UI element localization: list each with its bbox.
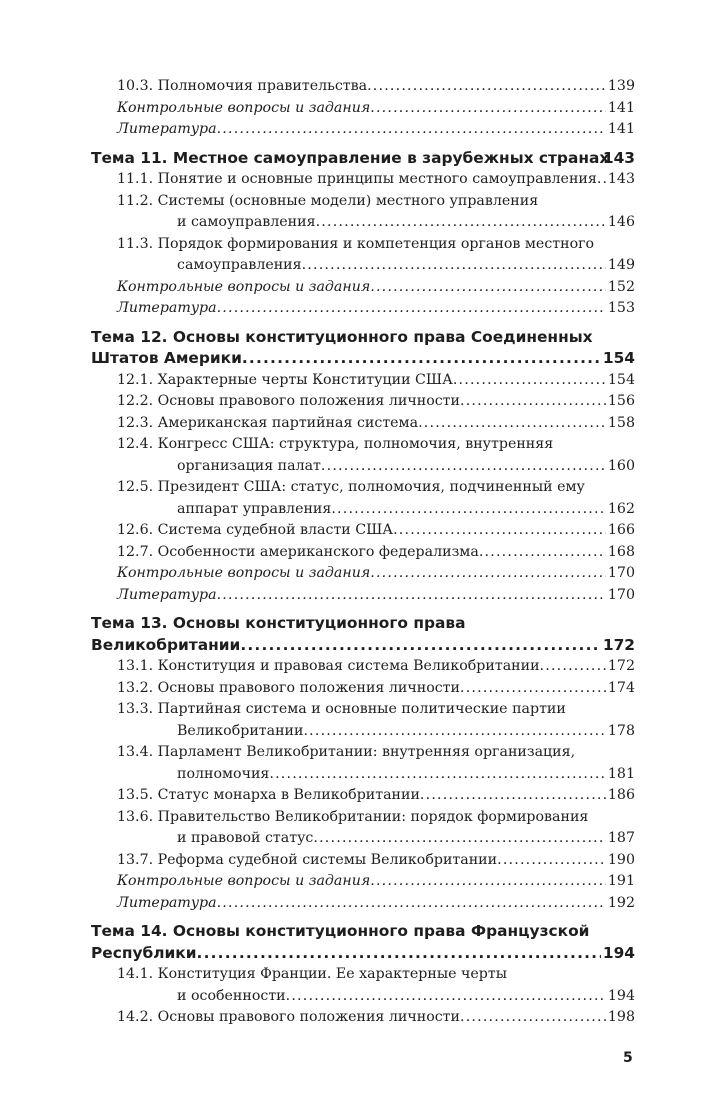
toc-entry-label-continued: Великобритании xyxy=(177,722,304,739)
toc-entry-label: 12.6. Система судебной власти США xyxy=(117,522,394,538)
toc-entry-label: 13.4. Парламент Великобритании: внутренняя организация, xyxy=(117,744,576,760)
toc-leader-dots xyxy=(316,212,606,234)
toc-entry-label: 12.5. Президент США: статус, полномочия, подчиненный ему xyxy=(117,479,585,495)
toc-topic-label: Тема 14. Основы конституционного права Французской xyxy=(91,922,590,940)
toc-entry xyxy=(91,871,635,893)
toc-leader-dots xyxy=(370,563,606,585)
toc-entry-label: 12.2. Основы правового положения личности xyxy=(117,393,460,409)
toc-page-number: 191 xyxy=(607,873,635,889)
toc-page-number: 198 xyxy=(607,1009,635,1025)
toc-entry xyxy=(91,542,635,564)
toc-topic-label: Тема 11. Местное самоуправление в зарубежных странах xyxy=(91,148,610,167)
toc-entry-label: Контрольные вопросы и задания xyxy=(117,99,371,116)
toc-entry xyxy=(91,678,635,700)
toc-leader-dots xyxy=(240,635,601,657)
toc-entry xyxy=(91,785,635,807)
toc-entry xyxy=(91,234,635,277)
toc-topic-heading xyxy=(91,921,635,964)
toc-page-number: 172 xyxy=(607,658,635,674)
toc-page-number: 139 xyxy=(607,78,635,94)
toc-leader-dots xyxy=(302,255,606,277)
toc-entry-label-continued: полномочия xyxy=(177,765,270,782)
toc-entry-label: Литература xyxy=(117,300,217,316)
toc-entry-label: Контрольные вопросы и задания xyxy=(117,565,371,581)
toc-entry-label: 12.4. Конгресс США: структура, полномочия, внутренняя xyxy=(117,436,554,452)
toc-page-number: 172 xyxy=(602,635,635,654)
toc-leader-dots xyxy=(217,119,606,141)
toc-page-number: 154 xyxy=(607,371,635,388)
toc-page-number: 192 xyxy=(607,894,635,911)
toc-entry-label-continued: самоуправления xyxy=(177,257,302,273)
page-number: 5 xyxy=(623,1050,633,1066)
toc-leader-dots xyxy=(393,520,606,542)
toc-entry-label-continued: аппарат управления xyxy=(177,500,332,517)
toc-page-number: 160 xyxy=(607,457,635,474)
toc-leader-dots xyxy=(418,413,606,435)
toc-entry-label: 13.7. Реформа судебной системы Великобритании xyxy=(117,851,498,868)
toc-page-number: 194 xyxy=(607,987,635,1004)
toc-entry xyxy=(91,76,635,98)
toc-entry-label: 14.2. Основы правового положения личности xyxy=(117,1009,460,1025)
toc-leader-dots xyxy=(453,370,606,392)
toc-entry-label: 13.5. Статус монарха в Великобритании xyxy=(117,787,420,803)
toc-page-number: 143 xyxy=(607,171,635,187)
toc-leader-dots xyxy=(269,764,606,786)
toc-entry xyxy=(91,563,635,585)
toc-leader-dots xyxy=(420,785,606,807)
toc-leader-dots xyxy=(460,391,606,413)
toc-entry-label: Литература xyxy=(117,121,217,137)
toc-entry-label: 13.1. Конституция и правовая система Великобритании xyxy=(117,658,540,674)
toc-page-number: 141 xyxy=(607,99,635,116)
toc-leader-dots xyxy=(460,678,606,700)
toc-leader-dots xyxy=(597,169,606,191)
toc-entry xyxy=(91,807,635,850)
toc-entry xyxy=(91,413,635,435)
toc-entry-label: 11.3. Порядок формирования и компетенция органов местного xyxy=(117,235,595,252)
toc-page-number: 146 xyxy=(607,214,635,230)
toc-leader-dots xyxy=(217,585,606,607)
toc-topic-heading xyxy=(91,148,635,170)
toc-leader-dots xyxy=(370,98,606,120)
toc-entry xyxy=(91,434,635,477)
toc-topic-label: Тема 13. Основы конституционного права xyxy=(91,614,466,632)
toc-topic-label-continued: Штатов Америки xyxy=(91,349,242,367)
toc-page-number: 141 xyxy=(607,121,635,137)
toc-entry xyxy=(91,370,635,392)
toc-entry xyxy=(91,391,635,413)
toc-entry xyxy=(91,98,635,120)
toc-entry-label: Литература xyxy=(117,586,217,603)
toc-topic-heading xyxy=(91,613,635,656)
toc-entry-label: 11.1. Понятие и основные принципы местного самоуправления xyxy=(117,171,597,187)
toc-entry-label: Контрольные вопросы и задания xyxy=(117,278,371,295)
toc-leader-dots xyxy=(479,542,606,564)
toc-leader-dots xyxy=(321,456,606,478)
toc-leader-dots xyxy=(370,277,606,299)
toc-topic-label-continued: Республики xyxy=(91,943,197,962)
toc-entry xyxy=(91,477,635,520)
toc-entry-label: 10.3. Полномочия правительства xyxy=(117,78,368,94)
toc-leader-dots xyxy=(540,656,606,678)
toc-page-number: 166 xyxy=(607,522,635,538)
toc-entry-label: 13.3. Партийная система и основные политические партии xyxy=(117,701,566,717)
toc-leader-dots xyxy=(370,871,606,893)
toc-leader-dots xyxy=(313,828,606,850)
toc-page-number: 143 xyxy=(602,148,635,167)
toc-page-number: 186 xyxy=(607,787,635,803)
toc-entry-label: 12.7. Особенности американского федерализма xyxy=(117,543,479,560)
toc-leader-dots xyxy=(460,1007,606,1029)
toc-entry-label-continued: организация палат xyxy=(177,457,321,474)
toc-entry-label: 11.2. Системы (основные модели) местного управления xyxy=(117,192,539,209)
toc-entry xyxy=(91,277,635,299)
toc-page-number: 158 xyxy=(607,414,635,431)
toc-leader-dots xyxy=(217,298,606,320)
toc-entry-label: 12.3. Американская партийная система xyxy=(117,414,419,431)
toc-page-number: 194 xyxy=(602,943,635,962)
toc-entry xyxy=(91,850,635,872)
toc-leader-dots xyxy=(303,721,605,743)
toc-topic-label-continued: Великобритании xyxy=(91,635,241,654)
toc-page-number: 178 xyxy=(607,722,635,739)
toc-entry xyxy=(91,298,635,320)
toc-entry-label-continued: и особенности xyxy=(177,987,286,1004)
toc-page-number: 170 xyxy=(607,565,635,581)
toc-entry-label: 13.6. Правительство Великобритании: порядок формирования xyxy=(117,808,589,825)
toc-entry xyxy=(91,964,635,1007)
toc-entry-label: 13.2. Основы правового положения личности xyxy=(117,679,460,696)
toc-entry xyxy=(91,893,635,915)
toc-leader-dots xyxy=(197,943,601,965)
toc-topic-heading xyxy=(91,327,635,370)
toc-leader-dots xyxy=(367,76,606,98)
toc-leader-dots xyxy=(497,850,606,872)
toc-topic-label: Тема 12. Основы конституционного права Соединенных xyxy=(91,327,593,346)
toc-page-number: 170 xyxy=(607,586,635,603)
toc-entry xyxy=(91,1007,635,1029)
toc-entry xyxy=(91,699,635,742)
table-of-contents xyxy=(91,76,635,1029)
toc-page-number: 154 xyxy=(602,349,635,367)
toc-page-number: 152 xyxy=(607,278,635,295)
toc-entry-label-continued: и правовой статус xyxy=(177,830,314,846)
toc-entry xyxy=(91,742,635,785)
toc-entry xyxy=(91,169,635,191)
toc-leader-dots xyxy=(242,348,601,370)
toc-entry-label: Литература xyxy=(117,894,217,911)
toc-page-number: 174 xyxy=(607,679,635,696)
toc-page-number: 168 xyxy=(607,543,635,560)
toc-page-number: 162 xyxy=(607,500,635,517)
toc-entry xyxy=(91,119,635,141)
toc-page-number: 156 xyxy=(607,393,635,409)
toc-page-number: 153 xyxy=(607,300,635,316)
toc-entry xyxy=(91,585,635,607)
toc-page-number: 181 xyxy=(607,765,635,782)
toc-entry xyxy=(91,520,635,542)
toc-entry-label-continued: и самоуправления xyxy=(177,214,316,230)
toc-entry xyxy=(91,191,635,234)
toc-entry-label: Контрольные вопросы и задания xyxy=(117,873,371,889)
toc-entry-label: 14.1. Конституция Франции. Ее характерные черты xyxy=(117,966,508,982)
toc-leader-dots xyxy=(217,893,606,915)
toc-entry-label: 12.1. Характерные черты Конституции США xyxy=(117,371,453,388)
toc-page-number: 149 xyxy=(607,257,635,273)
toc-page-number: 190 xyxy=(607,851,635,868)
toc-leader-dots xyxy=(286,986,606,1008)
toc-leader-dots xyxy=(331,499,606,521)
toc-entry xyxy=(91,656,635,678)
toc-page-number: 187 xyxy=(607,830,635,846)
